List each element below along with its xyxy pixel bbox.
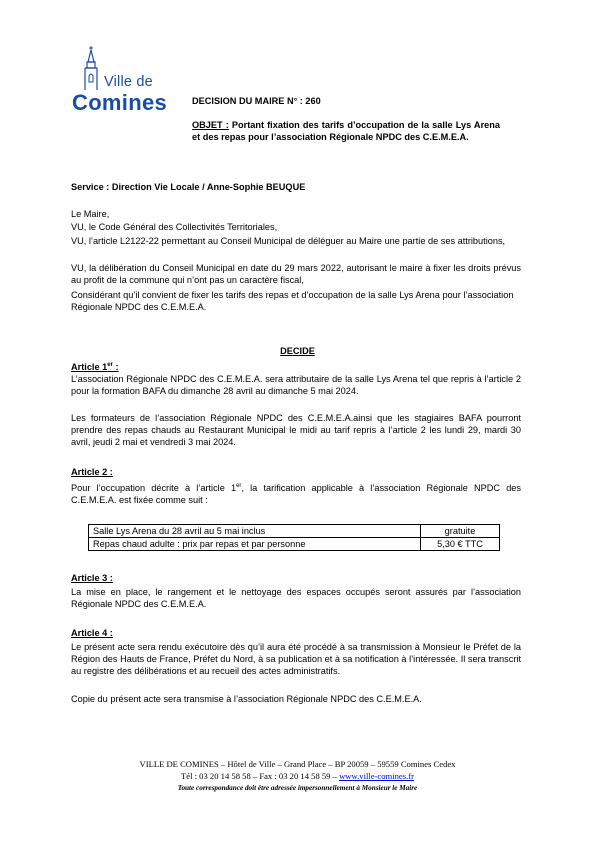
table-cell-price: 5,30 € TTC — [421, 538, 500, 551]
logo-ville-text: Ville de — [104, 74, 153, 90]
footer-contact: Tél : 03 20 14 58 58 – Fax : 03 20 14 58 59 – www.ville-comines.fr — [181, 771, 414, 781]
decision-number: DECISION DU MAIRE N° : 260 — [192, 96, 321, 106]
article-4-title: Article 4 : — [71, 628, 113, 638]
article-1-title: Article 1er : — [71, 362, 119, 373]
church-steeple-icon — [76, 46, 106, 90]
table-cell-price: gratuite — [421, 525, 500, 538]
website-link[interactable]: www.ville-comines.fr — [339, 771, 414, 781]
considerant: Considérant qu’il convient de fixer les tarifs des repas et d’occupation de la salle Lys Arena pour l’association Régionale NPDC des C.E.M.E.A. — [71, 290, 514, 312]
table-row — [89, 538, 500, 551]
vu-deliberation: VU, la délibération du Conseil Municipal en date du 29 mars 2022, autorisant le maire à fixer les droits prévus au profit de la commune qui n’ont pas un caractère fiscal, — [71, 263, 521, 285]
article-2-title: Article 2 : — [71, 467, 113, 477]
tarifs-table — [88, 524, 500, 551]
article-3-paragraph: La mise en place, le rangement et le nettoyage des espaces occupés seront assurés par l’association Régionale NPDC des C.E.M.E.A. — [71, 587, 521, 609]
objet-text: Portant fixation des tarifs d’occupation de la salle Lys Arena et des repas pour l’association Régionale NPDC des C.E.M.E.A. — [192, 120, 500, 142]
vu-article: VU, l’article L2122-22 permettant au Conseil Municipal de déléguer au Maire une partie de ses attributions, — [71, 236, 506, 246]
vu-cgct: VU, le Code Général des Collectivités Territoriales, — [71, 222, 278, 232]
table-cell-label: Repas chaud adulte : prix par repas et par personne — [89, 538, 421, 551]
le-maire: Le Maire, — [71, 209, 110, 219]
article-3-title: Article 3 : — [71, 573, 113, 583]
article-2-paragraph: Pour l’occupation décrite à l’article 1er, la tarification applicable à l’association Régionale NPDC des C.E.M.E.A. est fixée comme suit : — [71, 483, 522, 505]
article-4-paragraph-1: Le présent acte sera rendu exécutoire dès qu’il aura été procédé à sa transmission à Monsieur le Préfet de la Région des Hauts de France, Préfet du Nord, à sa publication et à sa notification à l’intéressée. Il sera transcrit au registre des délibérations et au recueil des actes administratifs. — [71, 642, 521, 676]
article-1-paragraph-1: L’association Régionale NPDC des C.E.M.E.A. sera attributaire de la salle Lys Arena tel que repris à l’article 2 pour la formation BAFA du dimanche 28 avril au dimanche 5 mai 2024. — [71, 374, 521, 396]
service-line: Service : Direction Vie Locale / Anne-Sophie BEUQUE — [71, 182, 306, 192]
footer-correspondence-note: Toute correspondance doit être adressée impersonnellement à Monsieur le Maire — [177, 784, 418, 792]
logo-comines-text: Comines — [72, 90, 168, 115]
article-1-paragraph-2: Les formateurs de l’association Régionale NPDC des C.E.M.E.A.ainsi que les stagiaires BAFA pourront prendre des repas chauds au Restaurant Municipal le midi au tarif repris à l’article 2 les lundi 29, mardi 30 avril, jeudi 2 mai et vendredi 3 mai 2024. — [71, 413, 521, 447]
comines-logo — [66, 46, 178, 120]
article-4-paragraph-2: Copie du présent acte sera transmise à l’association Régionale NPDC des C.E.M.E.A. — [71, 694, 422, 704]
table-cell-label: Salle Lys Arena du 28 avril au 5 mai inclus — [89, 525, 421, 538]
footer — [0, 758, 595, 794]
footer-address: VILLE DE COMINES – Hôtel de Ville – Grand Place – BP 20059 – 59559 Comines Cedex — [139, 759, 456, 769]
objet-block — [192, 120, 500, 144]
decide-heading: DECIDE — [280, 346, 315, 356]
table-row — [89, 525, 500, 538]
objet-label: OBJET : — [192, 120, 229, 130]
